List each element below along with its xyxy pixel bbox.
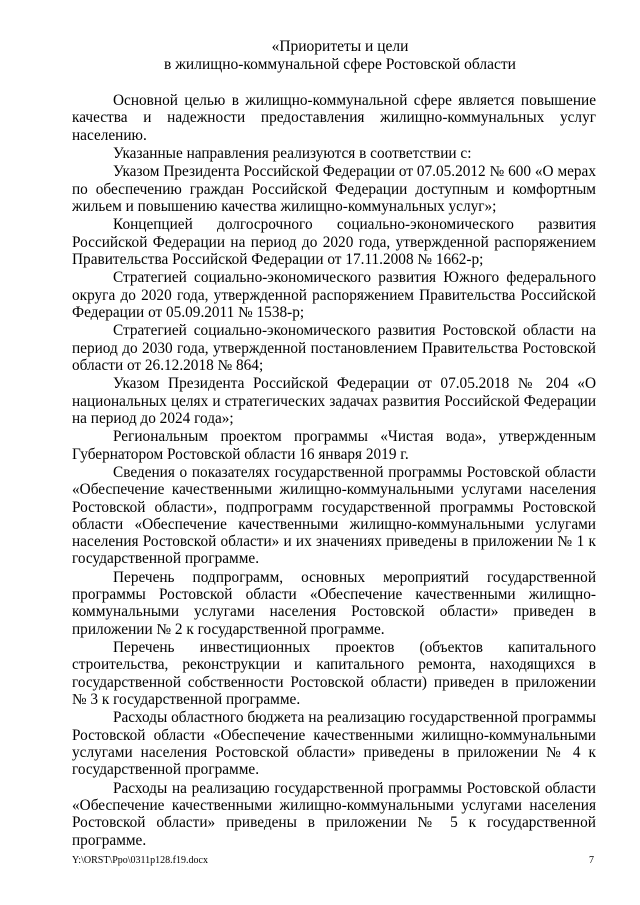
footer-file-path: Y:\ORST\Ppo\0311p128.f19.docx xyxy=(72,855,208,866)
paragraph-appendix-4: Расходы областного бюджета на реализацию государственной программы Ростовской области «Обеспечение качественными жилищно-коммунальными услугами населения Ростовской области» приведены в приложении № 4 к государственной программе. xyxy=(72,709,596,779)
paragraph-clean-water-project: Региональным проектом программы «Чистая вода», утвержденным Губернатором Ростовской области 16 января 2019 г. xyxy=(72,428,596,463)
paragraph-decree-204: Указом Президента Российской Федерации от 07.05.2018 № 204 «О национальных целях и стратегических задачах развития Российской Федерации на период до 2024 года»; xyxy=(72,375,596,427)
paragraph-strategy-south-district: Стратегией социально-экономического развития Южного федерального округа до 2020 года, утвержденной распоряжением Правительства Российской Федерации от 05.09.2011 № 1538-р; xyxy=(72,269,596,321)
section-title-line-1: «Приоритеты и цели xyxy=(271,38,409,55)
paragraph-appendix-3: Перечень инвестиционных проектов (объектов капитального строительства, реконструкции и капитального ремонта, находящихся в государственной собственности Ростовской области) приведен в приложении № 3 к государственной программе. xyxy=(72,639,596,709)
paragraph-directions-intro: Указанные направления реализуются в соответствии с: xyxy=(113,144,472,162)
paragraph-appendix-2: Перечень подпрограмм, основных мероприятий государственной программы Ростовской области «Обеспечение качественными жилищно-коммунальными услугами населения Ростовской области» приведен в приложении № 2 к государственной программе. xyxy=(72,568,596,638)
paragraph-decree-600: Указом Президента Российской Федерации от 07.05.2012 № 600 «О мерах по обеспечению граждан Российской Федерации доступным и комфортным жильем и повышению качества жилищно-коммунальных услуг»; xyxy=(72,163,596,215)
section-title xyxy=(60,38,620,74)
paragraph-concept-2020: Концепцией долгосрочного социально-экономического развития Российской Федерации на период до 2020 года, утвержденной распоряжением Правительства Российской Федерации от 17.11.2008 № 1662-р; xyxy=(72,216,596,268)
section-title-line-2: в жилищно-коммунальной сфере Ростовской области xyxy=(164,56,516,73)
paragraph-strategy-rostov-2030: Стратегией социально-экономического развития Ростовской области на период до 2030 года, утвержденной постановлением Правительства Ростовской области от 26.12.2018 № 864; xyxy=(72,322,596,374)
paragraph-appendix-5: Расходы на реализацию государственной программы Ростовской области «Обеспечение качественными жилищно-коммунальными услугами населения Ростовской области» приведены в приложении № 5 к государственной программе. xyxy=(72,779,596,849)
paragraph-main-goal: Основной целью в жилищно-коммунальной сфере является повышение качества и надежности предоставления жилищно-коммунальных услуг населению. xyxy=(72,92,596,144)
page-number: 7 xyxy=(589,855,594,866)
document-body xyxy=(72,92,596,849)
paragraph-appendix-1: Сведения о показателях государственной программы Ростовской области «Обеспечение качественными жилищно-коммунальными услугами населения Ростовской области», подпрограмм государственной программы Ростовской области «Обеспечение качественными жилищно-коммунальными услугами населения Ростовской области» и их значениях приведены в приложении № 1 к государственной программе. xyxy=(72,463,596,568)
